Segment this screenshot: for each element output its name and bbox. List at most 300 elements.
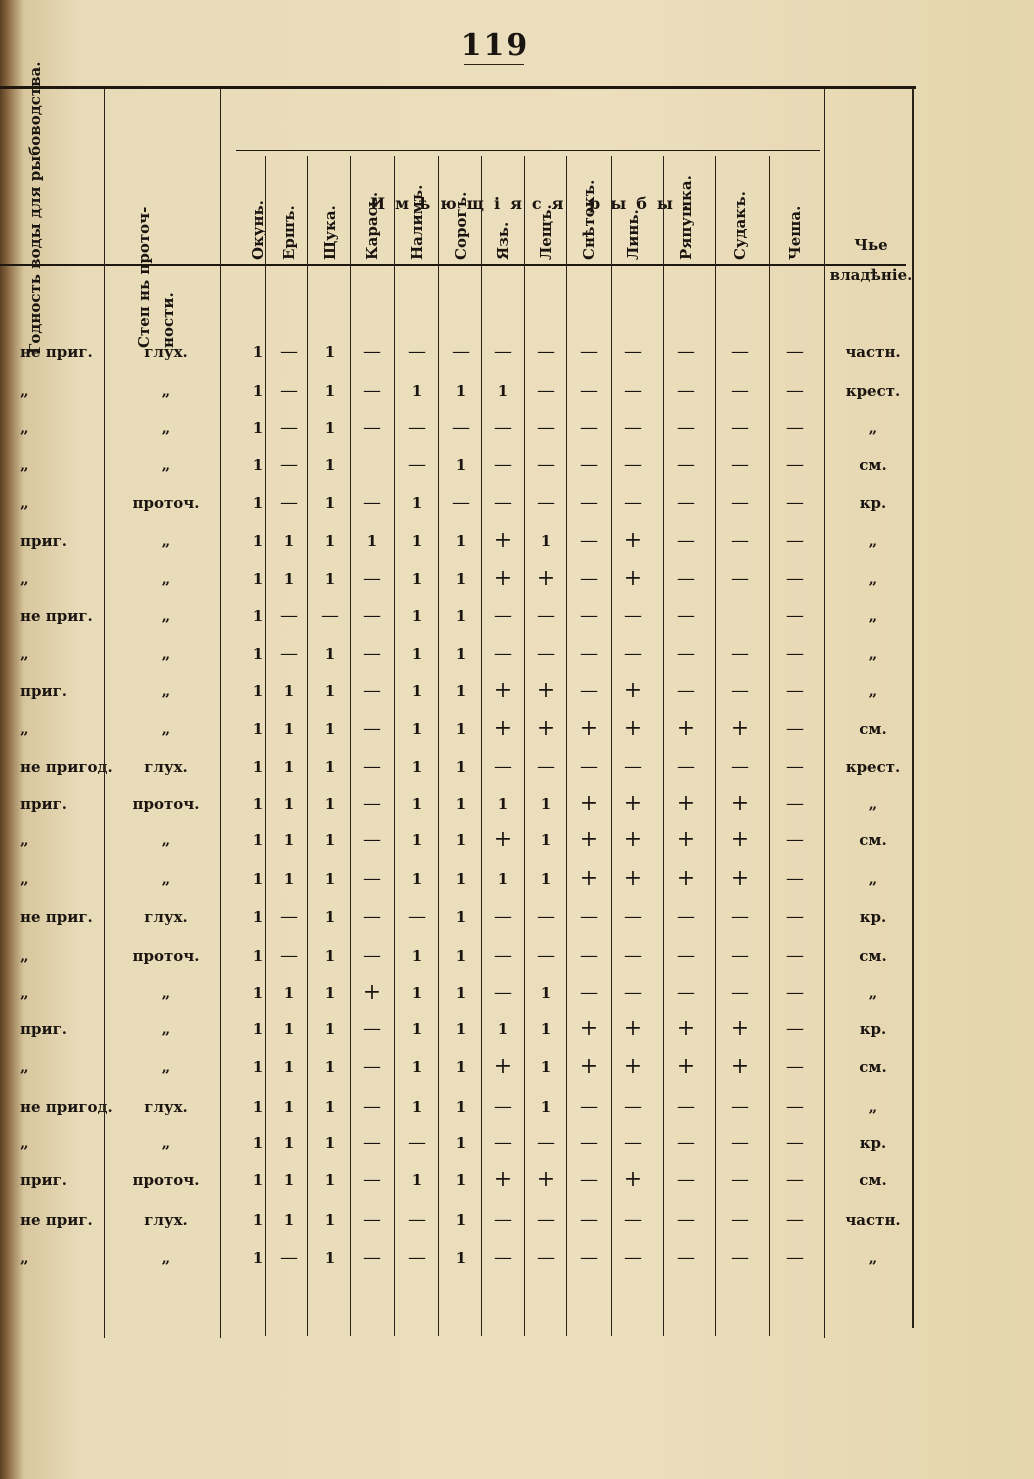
fish-cell: +: [493, 827, 513, 852]
fish-cell: 1: [540, 870, 552, 888]
fish-cell: +: [536, 1167, 556, 1192]
fish-cell: —: [731, 1096, 749, 1117]
row-flow: глух.: [144, 343, 188, 361]
fish-cell: +: [493, 566, 513, 591]
fish-cell: +: [493, 678, 513, 703]
fish-cell: 1: [252, 494, 264, 512]
fish-cell: 1: [324, 870, 336, 888]
fish-cell: +: [579, 1054, 599, 1079]
header-fish-2: Щука.: [321, 205, 339, 260]
fish-cell: —: [580, 982, 598, 1003]
fish-cell: —: [363, 906, 381, 927]
row-owner: частн.: [845, 343, 901, 361]
row-suitability: приг.: [20, 1020, 68, 1038]
row-flow: „: [161, 682, 171, 700]
fish-cell: —: [786, 380, 804, 401]
fish-cell: 1: [283, 570, 295, 588]
fish-cell: —: [537, 605, 555, 626]
fish-cell: 1: [411, 984, 423, 1002]
fish-cell: —: [408, 417, 426, 438]
fish-cell: 1: [411, 947, 423, 965]
fish-cell: +: [623, 866, 643, 891]
row-flow: „: [161, 419, 171, 437]
fish-cell: —: [537, 492, 555, 513]
fish-cell: —: [537, 643, 555, 664]
table-header-bottom-rule: [0, 264, 906, 266]
fish-cell: —: [786, 1018, 804, 1039]
fish-cell: 1: [252, 1171, 264, 1189]
fish-cell: 1: [252, 682, 264, 700]
fish-cell: —: [677, 756, 695, 777]
fish-cell: 1: [411, 532, 423, 550]
fish-cell: —: [677, 680, 695, 701]
fish-cell: —: [786, 680, 804, 701]
fish-cell: 1: [455, 1134, 467, 1152]
row-owner: крест.: [845, 382, 901, 400]
fish-cell: 1: [455, 908, 467, 926]
fish-cell: —: [786, 643, 804, 664]
fish-cell: —: [408, 1247, 426, 1268]
fish-cell: —: [786, 568, 804, 589]
fish-cell: —: [731, 341, 749, 362]
fish-cell: —: [580, 756, 598, 777]
fish-cell: —: [363, 829, 381, 850]
fish-cell: 1: [283, 870, 295, 888]
row-owner: см.: [859, 720, 887, 738]
row-owner: „: [868, 532, 878, 550]
fish-cell: —: [731, 1169, 749, 1190]
fish-cell: —: [363, 868, 381, 889]
fish-cell: 1: [411, 1058, 423, 1076]
fish-cell: 1: [540, 1058, 552, 1076]
row-owner: кр.: [859, 908, 887, 926]
fish-cell: 1: [324, 1058, 336, 1076]
fish-cell: +: [623, 716, 643, 741]
fish-cell: —: [537, 906, 555, 927]
fish-cell: 1: [252, 1249, 264, 1267]
row-suitability: приг.: [20, 532, 68, 550]
fish-cell: 1: [252, 947, 264, 965]
fish-cell: 1: [324, 1020, 336, 1038]
row-owner: частн.: [845, 1211, 901, 1229]
fish-cell: —: [624, 945, 642, 966]
fish-cell: 1: [411, 1171, 423, 1189]
fish-cell: +: [536, 716, 556, 741]
fish-cell: 1: [455, 1171, 467, 1189]
fish-cell: +: [579, 716, 599, 741]
fish-cell: 1: [252, 1098, 264, 1116]
fish-cell: —: [677, 341, 695, 362]
fish-cell: 1: [252, 984, 264, 1002]
fish-cell: —: [786, 417, 804, 438]
fish-cell: —: [731, 530, 749, 551]
fish-cell: —: [280, 643, 298, 664]
fish-cell: 1: [252, 456, 264, 474]
fish-cell: —: [494, 1096, 512, 1117]
fish-cell: —: [624, 417, 642, 438]
fish-cell: —: [786, 492, 804, 513]
fish-cell: 1: [252, 1134, 264, 1152]
header-fish-10: Ряпушка.: [677, 175, 695, 260]
header-fish-3: Карась.: [363, 191, 381, 260]
fish-cell: 1: [324, 831, 336, 849]
row-flow: проточ.: [132, 947, 200, 965]
fish-cell: 1: [324, 1171, 336, 1189]
fish-cell: —: [280, 605, 298, 626]
row-suitability: „: [20, 870, 29, 888]
fish-cell: +: [730, 716, 750, 741]
row-flow: „: [161, 1134, 171, 1152]
fish-cell: +: [579, 791, 599, 816]
row-suitability: не пригод.: [20, 758, 113, 776]
header-fish-4: Налимъ.: [408, 184, 426, 260]
fish-cell: 1: [252, 532, 264, 550]
fish-cell: —: [677, 492, 695, 513]
fish-cell: 1: [252, 607, 264, 625]
fish-cell: +: [493, 528, 513, 553]
fish-cell: —: [408, 341, 426, 362]
page-number-rule: [464, 64, 524, 65]
fish-cell: 1: [455, 382, 467, 400]
fish-cell: —: [624, 1132, 642, 1153]
fish-cell: 1: [324, 758, 336, 776]
fish-cell: 1: [283, 795, 295, 813]
fish-cell: —: [624, 643, 642, 664]
fish-cell: —: [786, 454, 804, 475]
row-owner: см.: [859, 1171, 887, 1189]
fish-cell: 1: [324, 984, 336, 1002]
fish-cell: +: [730, 866, 750, 891]
fish-cell: —: [363, 380, 381, 401]
fish-cell: —: [580, 454, 598, 475]
row-flow: „: [161, 645, 171, 663]
divider-fish-7: [566, 156, 567, 1336]
fish-cell: 1: [540, 795, 552, 813]
fish-cell: 1: [283, 758, 295, 776]
fish-cell: —: [580, 417, 598, 438]
fish-cell: 1: [455, 831, 467, 849]
header-suitability: Годность воды для рыбоводства.: [26, 61, 44, 354]
fish-cell: 1: [411, 607, 423, 625]
fish-cell: —: [677, 568, 695, 589]
fish-cell: +: [362, 980, 382, 1005]
fish-cell: +: [579, 1016, 599, 1041]
header-fish-9: Линь.: [624, 209, 642, 260]
fish-cell: —: [280, 906, 298, 927]
fish-cell: —: [677, 1132, 695, 1153]
row-owner: „: [868, 419, 878, 437]
fish-cell: —: [677, 643, 695, 664]
fish-cell: +: [730, 791, 750, 816]
fish-cell: 1: [324, 419, 336, 437]
fish-cell: 1: [324, 947, 336, 965]
table-top-rule: [0, 86, 916, 89]
fish-cell: —: [731, 982, 749, 1003]
fish-cell: +: [730, 1016, 750, 1041]
row-owner: „: [868, 1098, 878, 1116]
fish-cell: —: [363, 1169, 381, 1190]
fish-cell: —: [363, 1132, 381, 1153]
fish-cell: —: [280, 417, 298, 438]
fish-cell: 1: [455, 1020, 467, 1038]
fish-cell: 1: [252, 720, 264, 738]
divider-fish-1: [307, 156, 308, 1336]
fish-cell: —: [537, 1209, 555, 1230]
fish-cell: —: [580, 492, 598, 513]
fish-cell: 1: [497, 382, 509, 400]
fish-cell: —: [452, 341, 470, 362]
fish-cell: 1: [324, 645, 336, 663]
row-owner: см.: [859, 456, 887, 474]
fish-cell: —: [363, 793, 381, 814]
row-suitability: „: [20, 645, 29, 663]
fish-cell: 1: [411, 1020, 423, 1038]
fish-cell: —: [786, 1132, 804, 1153]
divider-fish-11: [769, 156, 770, 1336]
divider-fish-10: [715, 156, 716, 1336]
fish-cell: 1: [455, 758, 467, 776]
fish-cell: —: [677, 454, 695, 475]
fish-cell: —: [786, 1056, 804, 1077]
fish-cell: —: [363, 568, 381, 589]
fish-cell: 1: [283, 1098, 295, 1116]
fish-cell: 1: [252, 1020, 264, 1038]
fish-cell: +: [730, 827, 750, 852]
fish-cell: 1: [455, 532, 467, 550]
row-flow: „: [161, 456, 171, 474]
fish-cell: 1: [283, 1020, 295, 1038]
fish-cell: +: [623, 827, 643, 852]
fish-cell: +: [676, 791, 696, 816]
fish-cell: —: [580, 530, 598, 551]
fish-cell: —: [408, 1132, 426, 1153]
fish-cell: 1: [540, 532, 552, 550]
fish-cell: —: [731, 1209, 749, 1230]
fish-cell: —: [363, 718, 381, 739]
fish-cell: —: [786, 829, 804, 850]
fish-cell: —: [280, 341, 298, 362]
fish-cell: 1: [252, 570, 264, 588]
header-fish-5: Сорогъ.: [452, 191, 470, 260]
fish-cell: 1: [411, 831, 423, 849]
row-flow: „: [161, 1020, 171, 1038]
fish-cell: 1: [283, 1171, 295, 1189]
fish-cell: +: [623, 1016, 643, 1041]
fish-cell: —: [580, 341, 598, 362]
fish-cell: —: [363, 1209, 381, 1230]
fish-cell: —: [624, 1247, 642, 1268]
fish-cell: 1: [283, 532, 295, 550]
fish-cell: —: [580, 568, 598, 589]
row-flow: „: [161, 870, 171, 888]
fish-cell: +: [623, 528, 643, 553]
row-owner: „: [868, 1249, 878, 1267]
row-owner: крест.: [845, 758, 901, 776]
fish-cell: —: [624, 380, 642, 401]
fish-cell: —: [408, 1209, 426, 1230]
fish-cell: —: [408, 454, 426, 475]
fish-cell: —: [363, 1247, 381, 1268]
row-suitability: „: [20, 570, 29, 588]
fish-cell: —: [624, 1096, 642, 1117]
fish-cell: —: [363, 680, 381, 701]
row-suitability: „: [20, 419, 29, 437]
fish-cell: —: [731, 454, 749, 475]
fish-group-rule: [236, 150, 820, 151]
divider-fish-2: [350, 156, 351, 1336]
fish-cell: —: [580, 1096, 598, 1117]
row-owner: „: [868, 682, 878, 700]
fish-cell: —: [537, 1247, 555, 1268]
fish-cell: +: [730, 1054, 750, 1079]
fish-cell: —: [786, 868, 804, 889]
fish-cell: —: [363, 605, 381, 626]
row-suitability: „: [20, 456, 29, 474]
fish-cell: —: [494, 1132, 512, 1153]
fish-cell: —: [494, 982, 512, 1003]
fish-cell: —: [494, 756, 512, 777]
fish-cell: —: [452, 417, 470, 438]
fish-cell: 1: [324, 720, 336, 738]
row-suitability: „: [20, 382, 29, 400]
row-suitability: не приг.: [20, 1211, 93, 1229]
fish-cell: +: [676, 866, 696, 891]
fish-cell: +: [579, 866, 599, 891]
fish-cell: 1: [540, 1020, 552, 1038]
row-owner: „: [868, 570, 878, 588]
fish-cell: —: [731, 492, 749, 513]
fish-cell: 1: [324, 1211, 336, 1229]
row-flow: „: [161, 984, 171, 1002]
fish-cell: —: [677, 605, 695, 626]
fish-cell: +: [623, 1167, 643, 1192]
row-owner: кр.: [859, 494, 887, 512]
divider-fish-6: [524, 156, 525, 1336]
fish-cell: +: [676, 1054, 696, 1079]
row-flow: „: [161, 831, 171, 849]
fish-cell: +: [536, 566, 556, 591]
fish-cell: —: [731, 643, 749, 664]
fish-cell: 1: [411, 682, 423, 700]
fish-cell: —: [321, 605, 339, 626]
fish-cell: —: [580, 643, 598, 664]
header-fish-group: Имѣющіяся рыбы.: [370, 194, 699, 213]
fish-cell: —: [363, 492, 381, 513]
fish-cell: 1: [283, 1211, 295, 1229]
fish-cell: —: [624, 756, 642, 777]
fish-cell: +: [676, 1016, 696, 1041]
fish-cell: +: [676, 716, 696, 741]
row-flow: проточ.: [132, 494, 200, 512]
fish-cell: —: [580, 680, 598, 701]
fish-cell: 1: [366, 532, 378, 550]
fish-cell: 1: [411, 570, 423, 588]
fish-cell: 1: [283, 682, 295, 700]
row-suitability: „: [20, 1134, 29, 1152]
divider-fish-4: [438, 156, 439, 1336]
fish-cell: —: [786, 906, 804, 927]
fish-cell: —: [731, 756, 749, 777]
fish-cell: 1: [455, 984, 467, 1002]
fish-cell: —: [363, 756, 381, 777]
header-fish-0: Окунь.: [249, 200, 267, 260]
fish-cell: —: [786, 1209, 804, 1230]
row-suitability: „: [20, 831, 29, 849]
fish-cell: —: [494, 341, 512, 362]
fish-cell: 1: [324, 570, 336, 588]
header-owner: Чье владѣніе.: [829, 236, 913, 284]
divider-flow: [220, 88, 221, 1338]
fish-cell: —: [280, 380, 298, 401]
header-fish-8: Снѣтокъ.: [580, 179, 598, 260]
fish-cell: —: [494, 492, 512, 513]
fish-cell: —: [580, 1209, 598, 1230]
header-fish-1: Ершъ.: [280, 205, 298, 260]
header-fish-6: Язь.: [494, 221, 512, 260]
fish-cell: —: [537, 756, 555, 777]
fish-cell: 1: [411, 795, 423, 813]
row-suitability: „: [20, 1058, 29, 1076]
fish-cell: —: [786, 793, 804, 814]
fish-cell: 1: [252, 795, 264, 813]
row-owner: кр.: [859, 1020, 887, 1038]
fish-cell: +: [676, 827, 696, 852]
fish-cell: —: [624, 605, 642, 626]
divider-fish-3: [394, 156, 395, 1336]
fish-cell: —: [677, 1247, 695, 1268]
fish-cell: —: [580, 906, 598, 927]
fish-cell: —: [731, 945, 749, 966]
fish-cell: 1: [540, 831, 552, 849]
fish-cell: 1: [252, 382, 264, 400]
row-suitability: не приг.: [20, 908, 93, 926]
fish-cell: —: [537, 454, 555, 475]
row-flow: „: [161, 382, 171, 400]
fish-cell: —: [494, 605, 512, 626]
divider-owner: [824, 88, 825, 1338]
fish-cell: —: [494, 643, 512, 664]
fish-cell: 1: [497, 870, 509, 888]
fish-cell: 1: [411, 494, 423, 512]
fish-cell: 1: [411, 382, 423, 400]
fish-cell: —: [731, 1247, 749, 1268]
fish-cell: 1: [252, 831, 264, 849]
fish-cell: 1: [252, 908, 264, 926]
fish-cell: —: [363, 1096, 381, 1117]
fish-cell: 1: [252, 419, 264, 437]
fish-cell: +: [623, 678, 643, 703]
row-suitability: не пригод.: [20, 1098, 113, 1116]
fish-cell: —: [494, 454, 512, 475]
fish-cell: 1: [324, 456, 336, 474]
fish-cell: 1: [497, 795, 509, 813]
fish-cell: —: [280, 454, 298, 475]
fish-cell: —: [786, 945, 804, 966]
fish-cell: 1: [455, 607, 467, 625]
fish-cell: —: [494, 906, 512, 927]
fish-cell: —: [624, 454, 642, 475]
fish-cell: 1: [324, 908, 336, 926]
fish-cell: —: [580, 945, 598, 966]
divider-fish-9: [663, 156, 664, 1336]
fish-cell: —: [677, 906, 695, 927]
fish-cell: —: [363, 945, 381, 966]
fish-cell: 1: [324, 682, 336, 700]
fish-cell: —: [580, 1169, 598, 1190]
fish-cell: —: [537, 417, 555, 438]
fish-cell: 1: [283, 984, 295, 1002]
divider-suitability: [104, 88, 105, 1338]
